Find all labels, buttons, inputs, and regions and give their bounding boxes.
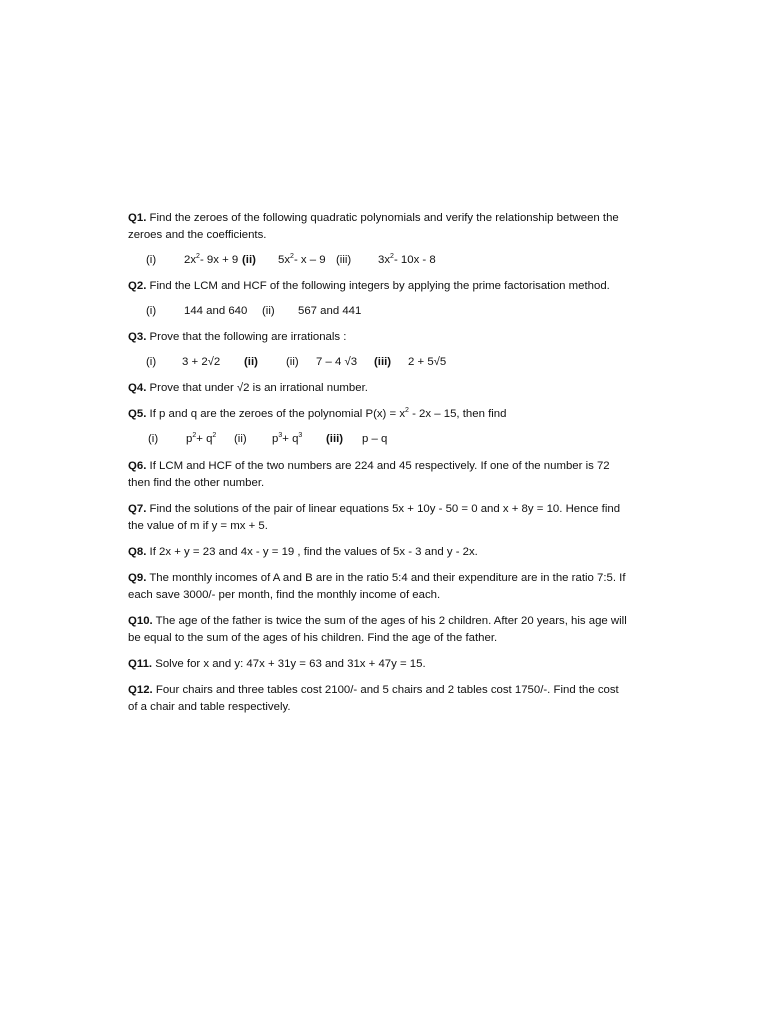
question-2 xyxy=(128,278,628,295)
question-12 xyxy=(128,682,628,716)
question-5 xyxy=(128,406,628,423)
question-label: Q6. xyxy=(128,460,147,472)
question-8 xyxy=(128,544,628,561)
question-text: If 2x + y = 23 and 4x - y = 19 , find the values of 5x - 3 and y - 2x. xyxy=(149,546,478,558)
question-label: Q11. xyxy=(128,658,153,670)
part-value: 144 and 640 xyxy=(184,305,248,317)
part-label: (ii) xyxy=(286,356,299,368)
part-number: (i) xyxy=(146,254,157,266)
question-text: If LCM and HCF of the two numbers are 224 and 45 respectively. If one of the number is 72 then find the other number. xyxy=(128,460,610,489)
question-label: Q12. xyxy=(128,684,153,696)
part-expression: $p^3+ q^3$ xyxy=(272,432,303,445)
question-text: Find the solutions of the pair of linear equations 5x + 10y - 50 = 0 and x + 8y = 10. Hence find the value of m if y = mx + 5. xyxy=(128,503,621,532)
question-label: Q10. xyxy=(128,615,153,627)
question-1 xyxy=(128,210,628,244)
question-text: The age of the father is twice the sum of the ages of his 2 children. After 20 years, his age will be equal to the sum of the ages of his children. Find the age of the father. xyxy=(128,615,627,644)
question-text: Four chairs and three tables cost 2100/- and 5 chairs and 2 tables cost 1750/-. Find the cost of a chair and table respectively. xyxy=(128,684,619,713)
question-7 xyxy=(128,501,628,535)
question-label: Q9. xyxy=(128,572,147,584)
question-10 xyxy=(128,613,628,647)
question-label: Q1. xyxy=(128,212,147,224)
question-3 xyxy=(128,329,628,346)
part-number: (ii) xyxy=(244,356,258,368)
part-value: 2 + 5√5 xyxy=(408,356,447,368)
question-1-parts xyxy=(128,252,628,269)
question-text: Find the zeroes of the following quadratic polynomials and verify the relationship between the zeroes and the coefficients. xyxy=(128,212,619,241)
question-text: Find the LCM and HCF of the following integers by applying the prime factorisation method. xyxy=(149,280,610,292)
part-value: 7 – 4 √3 xyxy=(316,356,358,368)
question-label: Q2. xyxy=(128,280,147,292)
question-text: The monthly incomes of A and B are in the ratio 5:4 and their expenditure are in the ratio 7:5. If each save 3000/- per month, find the monthly income of each. xyxy=(128,572,626,601)
question-text: Prove that the following are irrationals : xyxy=(149,331,347,343)
part-expression: $5x^2-$ x – 9 xyxy=(278,253,326,266)
part-expression: $3x^2-$ 10x - 8 xyxy=(378,253,436,266)
question-11 xyxy=(128,656,628,673)
part-number: (iii) xyxy=(326,433,344,445)
part-number: (ii) xyxy=(242,254,256,266)
part-value: 567 and 441 xyxy=(298,305,362,317)
part-number: (ii) xyxy=(262,305,275,317)
part-expression: $p^2+ q^2$ xyxy=(186,432,217,445)
part-expression: $2x^2-$ 9x + 9 xyxy=(184,253,239,266)
question-6 xyxy=(128,458,628,492)
question-text: Solve for x and y: 47x + 31y = 63 and 31x + 47y = 15. xyxy=(155,658,426,670)
question-label: Q8. xyxy=(128,546,147,558)
question-4 xyxy=(128,380,628,397)
worksheet xyxy=(128,210,628,716)
question-label: Q7. xyxy=(128,503,147,515)
part-number: (i) xyxy=(148,433,159,445)
question-5-parts xyxy=(128,431,628,448)
question-label: Q4. xyxy=(128,382,147,394)
part-value: p – q xyxy=(362,433,388,445)
question-text: Prove that under √2 is an irrational number. xyxy=(149,382,368,394)
part-number: (iii) xyxy=(374,356,392,368)
part-number: (iii) xyxy=(336,254,352,266)
part-number: (ii) xyxy=(234,433,247,445)
part-value: 3 + 2√2 xyxy=(182,356,221,368)
question-text: If p and q are the zeroes of the polynomial $P(x) = x^2 - 2x - 15$, then find xyxy=(149,407,507,420)
question-label: Q3. xyxy=(128,331,147,343)
question-3-parts xyxy=(128,354,628,371)
question-label: Q5. xyxy=(128,408,147,420)
question-9 xyxy=(128,570,628,604)
part-number: (i) xyxy=(146,356,157,368)
question-2-parts xyxy=(128,303,628,320)
part-number: (i) xyxy=(146,305,157,317)
